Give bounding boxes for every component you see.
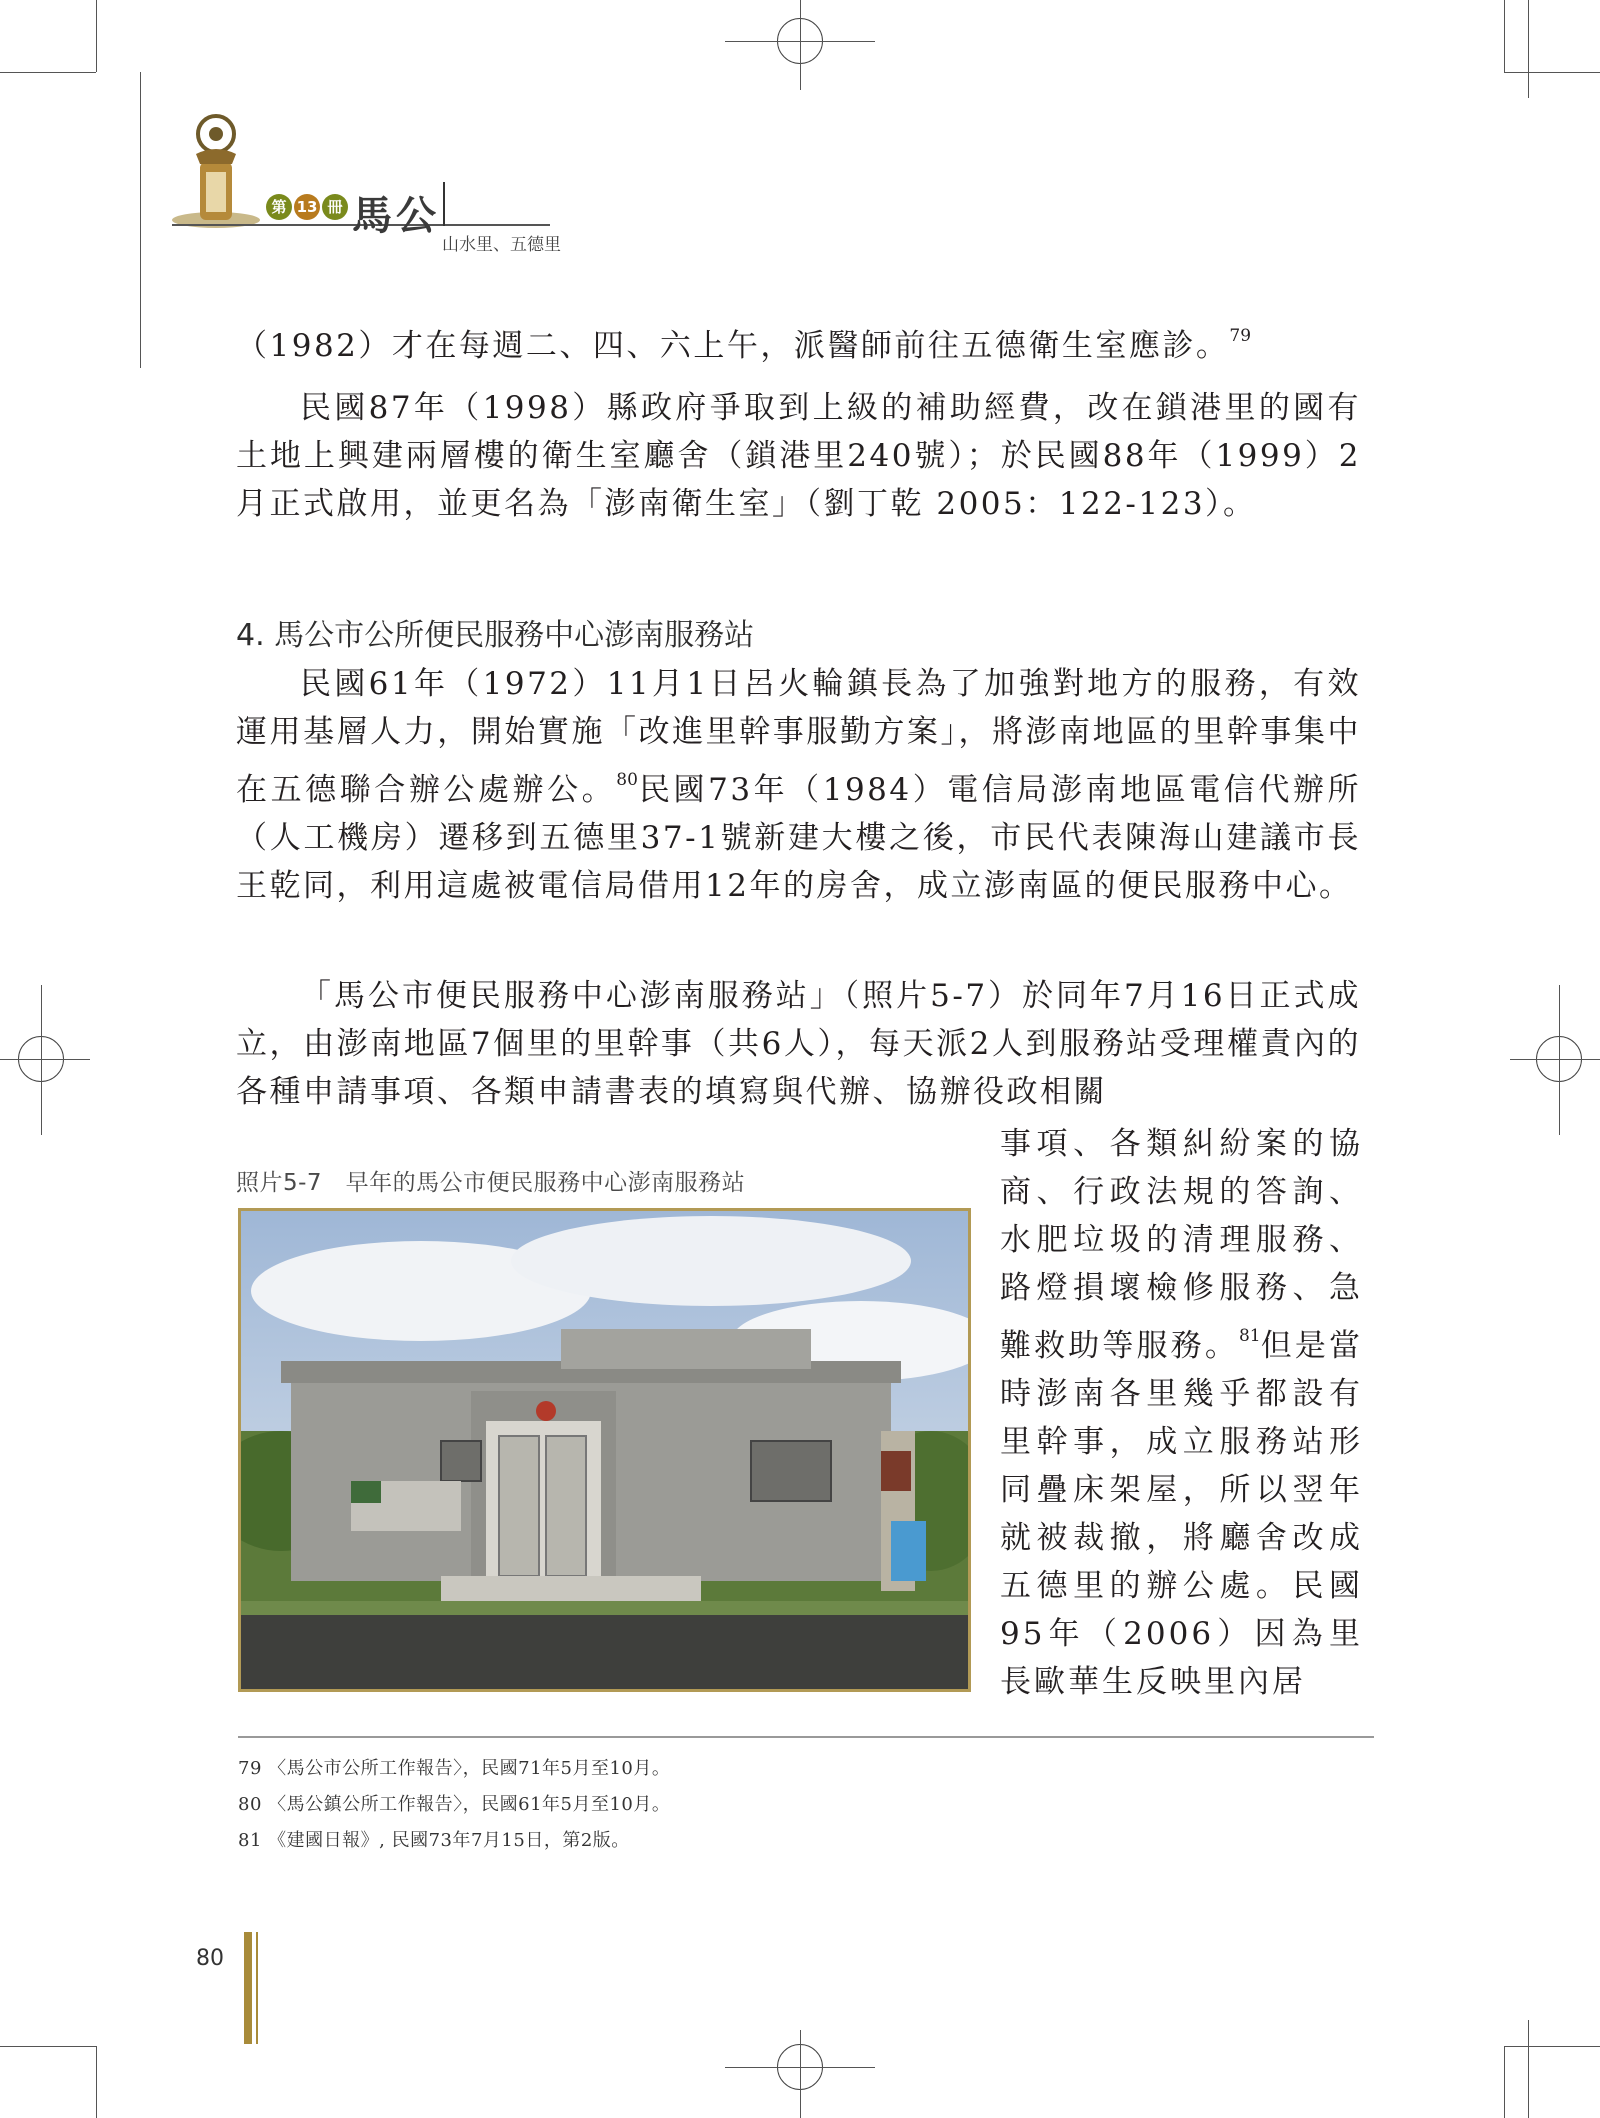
section-heading: 4. 馬公市公所便民服務中心澎南服務站 — [236, 618, 755, 653]
footnote-79: 79 〈馬公市公所工作報告〉，民國71年5月至10月。 — [238, 1758, 671, 1779]
crop-mark — [1528, 2020, 1529, 2118]
crop-mark — [0, 72, 96, 73]
crop-mark — [140, 72, 141, 368]
crop-mark — [1528, 0, 1529, 98]
crop-mark — [1504, 72, 1600, 73]
page-number: 80 — [196, 1946, 224, 1971]
badge-prefix: 第 — [266, 194, 292, 220]
badge-suffix: 冊 — [322, 194, 348, 220]
ornament-icon — [166, 110, 266, 234]
crop-mark — [1559, 985, 1560, 1135]
building-photo — [238, 1208, 971, 1692]
crop-mark — [41, 985, 42, 1135]
footnote-ref: 81 — [1238, 1326, 1261, 1346]
footnote-81: 81 《建國日報》, 民國73年7月15日，第2版。 — [238, 1830, 630, 1851]
footnote-rule — [238, 1736, 1374, 1738]
volume-badge — [266, 194, 348, 220]
crop-mark — [1504, 2046, 1505, 2118]
crop-mark — [96, 2046, 97, 2118]
page-bar — [244, 1932, 252, 2044]
paragraph-3: 民國61年（1972）11月1日呂火輪鎮長為了加強對地方的服務，有效運用基層人力，開始實施「改進里幹事服勤方案」，將澎南地區的里幹事集中在五德聯合辦公處辦公。$^{80}$民國73年（1984）電信局澎南地區電信代辦所（人工機房）遷移到五德里37-1號新建大樓之後，市民代表陳海山建議市長王乾同，利用這處被電信局借用12年的房舍，成立澎南區的便民服務中心。 — [236, 666, 1362, 904]
photo-caption: 照片5-7 早年的馬公市便民服務中心澎南服務站 — [236, 1170, 746, 1196]
header-divider — [443, 182, 445, 226]
paragraph-4: 「馬公市便民服務中心澎南服務站」（照片5-7）於同年7月16日正式成立，由澎南地區7個里的里幹事（共6人），每天派2人到服務站受理權責內的各種申請事項、各類申請書表的填寫與代辦、協辦役政相關 — [236, 978, 1361, 1110]
footnote-80: 80 〈馬公鎮公所工作報告〉，民國61年5月至10月。 — [238, 1794, 671, 1815]
crop-mark — [800, 2030, 801, 2118]
footnote-ref: 79 — [1229, 326, 1252, 346]
crop-mark — [1504, 0, 1505, 72]
badge-number: 13 — [294, 194, 320, 220]
header-subtitle: 山水里、五德里 — [442, 235, 561, 255]
crop-mark — [0, 1059, 90, 1060]
side-column-text: 事項、各類糾紛案的協商、行政法規的答詢、水肥垃圾的清理服務、路燈損壞檢修服務、急難救助等服務。$^{81}$但是當時澎南各里幾乎都設有里幹事，成立服務站形同疊床架屋，所以翌年就被裁撤，將廳舍改成五德里的辦公處。民國95年（2006）因為里長歐華生反映里內居 — [1000, 1126, 1364, 1700]
crop-mark — [0, 2046, 96, 2047]
volume-title: 馬公 — [352, 192, 440, 239]
crop-mark — [96, 0, 97, 72]
footnote-ref: 80 — [616, 770, 638, 790]
crop-mark — [1504, 2046, 1600, 2047]
page-bar — [256, 1932, 258, 2044]
crop-mark — [800, 0, 801, 90]
crop-mark — [1510, 1059, 1600, 1060]
paragraph-1: （1982）才在每週二、四、六上午，派醫師前往五德衛生室應診。$^{79}$ — [236, 326, 1252, 364]
paragraph-2: 民國87年（1998）縣政府爭取到上級的補助經費，改在鎖港里的國有土地上興建兩層樓的衛生室廳舍（鎖港里240號）；於民國88年（1999）2月正式啟用，並更名為「澎南衛生室」（劉丁乾 2005：122-123）。 — [236, 390, 1361, 522]
